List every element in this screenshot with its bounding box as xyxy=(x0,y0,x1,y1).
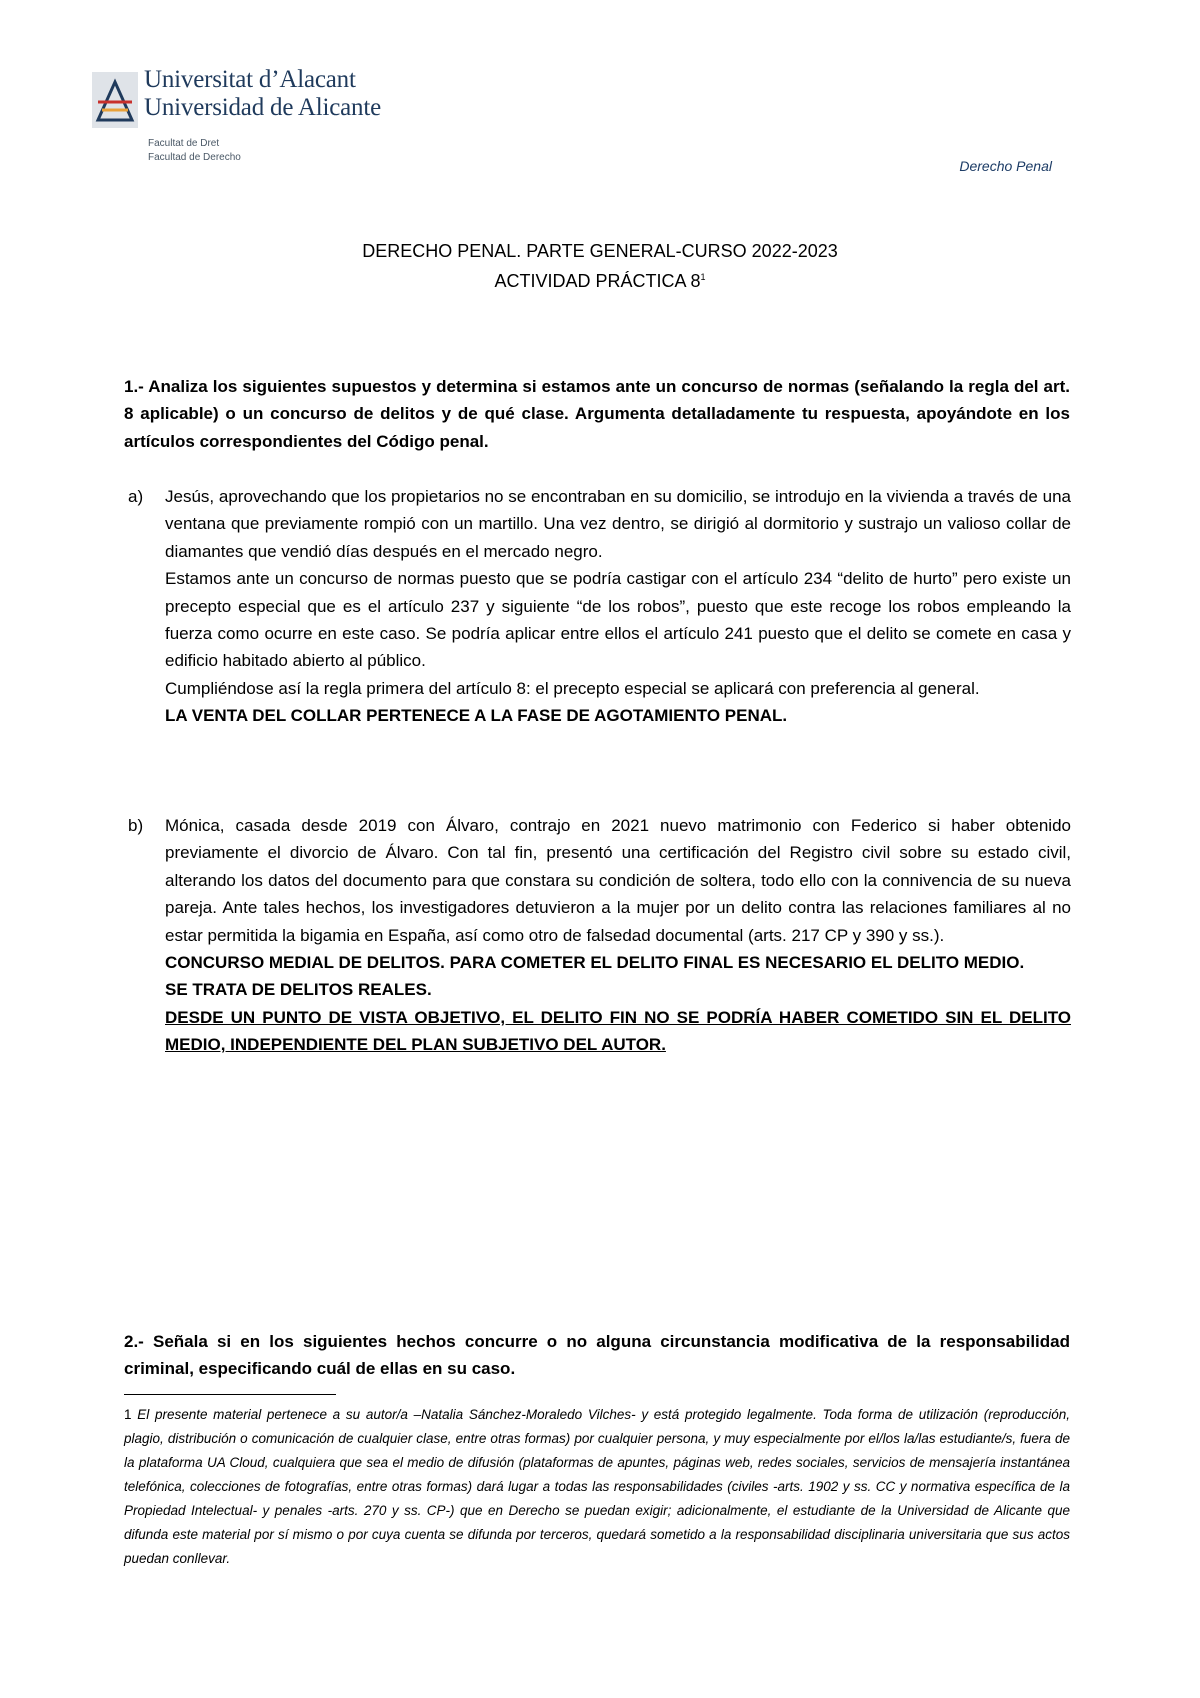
university-logo xyxy=(92,66,381,176)
item-b xyxy=(165,812,1071,1059)
footnote-text: El presente material pertenece a su autor/a –Natalia Sánchez-Moraledo Vilches- y está protegido legalmente. Toda forma de utilización (reproducción, plagio, distribución o comunicación de cualquier clase, entre otras formas) por cualquier persona, y muy especialmente por el/los la/las estudiante/s, fuera de la plataforma UA Cloud, cualquiera que sea el medio de difusión (plataformas de apuntes, páginas web, redes sociales, servicios de mensajería instantánea telefónica, colecciones de fotografías, entre otras formas) dará lugar a todas las responsabilidades (civiles -arts. 1902 y ss. CC y normativa específica de la Propiedad Intelectual- y penales -arts. 270 y ss. CP-) que en Derecho se puedan exigir; adicionalmente, el estudiante de la Universidad de Alicante que difunda este material por sí mismo o por cuya cuenta se difunda por terceros, quedará sometido a la responsabilidad disciplinaria universitaria que sus actos puedan conllevar. xyxy=(124,1407,1070,1566)
item-a-answer-3: LA VENTA DEL COLLAR PERTENECE A LA FASE DE AGOTAMIENTO PENAL. xyxy=(165,706,788,726)
title-line-2: ACTIVIDAD PRÁCTICA $8^1$ xyxy=(494,271,706,291)
item-a-label: a) xyxy=(128,487,144,506)
footnote-reference: 1 xyxy=(700,272,706,282)
university-emblem-icon xyxy=(92,72,138,128)
item-a-answer-1: Estamos ante un concurso de normas puesto que se podría castigar con el artículo 234 “delito de hurto” pero existe un precepto especial que es el artículo 237 y siguiente “de los robos”, puesto que este recoge los robos empleando la fuerza como ocurre en este caso. Se podría aplicar entre ellos el artículo 241 puesto que el delito se comete en casa y edificio habitado abierto al público. xyxy=(165,569,1071,671)
item-b-answer-2: SE TRATA DE DELITOS REALES. xyxy=(165,980,432,1000)
logo-faculty-spanish: Facultad de Derecho xyxy=(148,152,241,163)
document-title xyxy=(0,236,1200,296)
footnote-number: 1 xyxy=(124,1407,132,1422)
header-subject: Derecho Penal xyxy=(959,158,1052,174)
item-a-answer-2: Cumpliéndose así la regla primera del artículo 8: el precepto especial se aplicará con preferencia al general. xyxy=(165,678,980,698)
logo-text-valencian: Universitat d’Alacant xyxy=(144,66,356,93)
item-b-answer-1: CONCURSO MEDIAL DE DELITOS. PARA COMETER EL DELITO FINAL ES NECESARIO EL DELITO MEDIO. xyxy=(165,953,1025,973)
logo-text-spanish: Universidad de Alicante xyxy=(144,94,381,121)
item-b-answer-3: DESDE UN PUNTO DE VISTA OBJETIVO, EL DELITO FIN NO SE PODRÍA HABER COMETIDO SIN EL DELITO MEDIO, INDEPENDIENTE DEL PLAN SUBJETIVO DEL AUTOR. xyxy=(165,1007,1071,1055)
question-2: 2.- Señala si en los siguientes hechos concurre o no alguna circunstancia modificativa de la responsabilidad criminal, especificando cuál de ellas en su caso. xyxy=(124,1332,1070,1379)
item-b-case: Mónica, casada desde 2019 con Álvaro, contrajo en 2021 nuevo matrimonio con Federico si haber obtenido previamente el divorcio de Álvaro. Con tal fin, presentó una certificación del Registro civil sobre su estado civil, alterando los datos del documento para que constara su condición de soltera, todo ello con la connivencia de su nueva pareja. Ante tales hechos, los investigadores detuvieron a la mujer por un delito contra las relaciones familiares al no estar permitida la bigamia en España, así como otro de falsedad documental (arts. 217 CP y 390 y ss.). xyxy=(165,816,1071,945)
title-line-1: DERECHO PENAL. PARTE GENERAL-CURSO 2022-2023 xyxy=(362,241,838,261)
item-b-label: b) xyxy=(128,816,144,835)
item-a-case: Jesús, aprovechando que los propietarios no se encontraban en su domicilio, se introdujo en la vivienda a través de una ventana que previamente rompió con un martillo. Una vez dentro, se dirigió al dormitorio y sustrajo un valioso collar de diamantes que vendió días después en el mercado negro. xyxy=(165,487,1071,561)
footnote-separator xyxy=(124,1394,336,1395)
item-a xyxy=(165,483,1071,730)
logo-faculty-valencian: Facultat de Dret xyxy=(148,138,220,149)
question-1: 1.- Analiza los siguientes supuestos y determina si estamos ante un concurso de normas (señalando la regla del art. 8 aplicable) o un concurso de delitos y de qué clase. Argumenta detalladamente tu respuesta, apoyándote en los artículos correspondientes del Código penal. xyxy=(124,377,1070,451)
footnote xyxy=(124,1403,1070,1571)
